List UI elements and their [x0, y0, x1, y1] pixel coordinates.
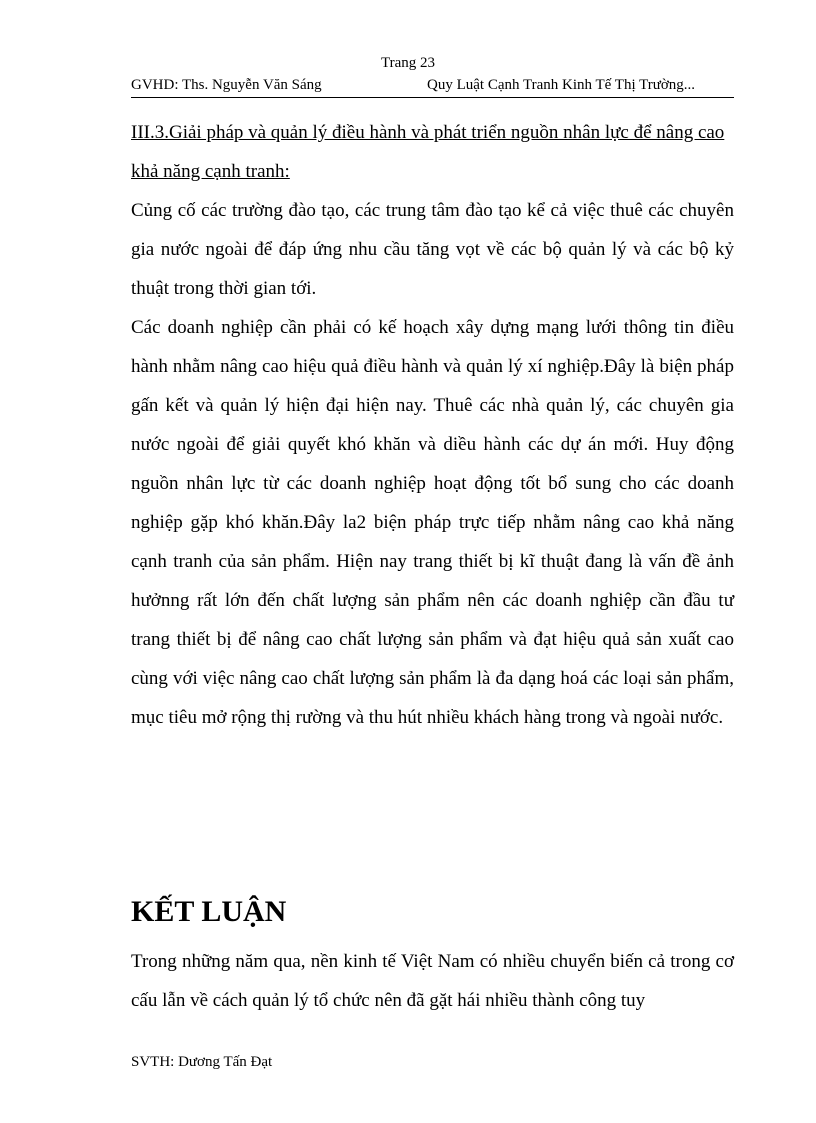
- running-header: [131, 77, 734, 98]
- conclusion-title: KẾT LUẬN: [131, 895, 287, 928]
- header-document-title: Quy Luật Cạnh Tranh Kinh Tế Thị Trường...: [427, 77, 696, 93]
- paragraph-training: Củng cố các trường đào tạo, các trung tâm đào tạo kể cả việc thuê các chuyên gia nước ngoài để đáp ứng nhu cầu tăng vọt về các bộ quản lý và các bộ kỷ thuật trong thời gian tới.: [131, 200, 734, 299]
- paragraph-enterprise: Các doanh nghiệp cần phải có kế hoạch xây dựng mạng lưới thông tin điều hành nhằm nâng cao hiệu quả điều hành và quản lý xí nghiệp.Đây là biện pháp gấn kết và quản lý hiện đại hiện nay. Thuê các nhà quản lý, các chuyên gia nước ngoài để giải quyết khó khăn và diều hành các dự án mới. Huy động nguồn nhân lực từ các doanh nghiệp hoạt động tốt bổ sung cho các doanh nghiệp gặp khó khăn.Đây la2 biện pháp trực tiếp nhằm nâng cao khả năng cạnh tranh của sản phẩm. Hiện nay trang thiết bị kĩ thuật đang là vấn đề ảnh hưởnng rất lớn đến chất lượng sản phẩm nên các doanh nghiệp cần đầu tư trang thiết bị để nâng cao chất lượng sản phẩm và đạt hiệu quả sản xuất cao cùng với việc nâng cao chất lượng sản phẩm là đa dạng hoá các loại sản phẩm, mục tiêu mở rộng thị rường và thu hút nhiều khách hàng trong và ngoài nước.: [131, 317, 734, 728]
- header-instructor: GVHD: Ths. Nguyễn Văn Sáng: [131, 77, 322, 93]
- page-number: Trang 23: [380, 55, 436, 71]
- section-body: [131, 113, 734, 737]
- section-heading: III.3.Giải pháp và quản lý điều hành và phát triển nguồn nhân lực để nâng cao khả năng cạnh tranh:: [131, 122, 725, 182]
- conclusion-paragraph: Trong những năm qua, nền kinh tế Việt Nam có nhiều chuyển biến cả trong cơ cấu lẫn về cách quản lý tổ chức nên đã gặt hái nhiều thành công tuy: [131, 951, 734, 1011]
- footer-student: SVTH: Dương Tấn Đạt: [131, 1054, 273, 1070]
